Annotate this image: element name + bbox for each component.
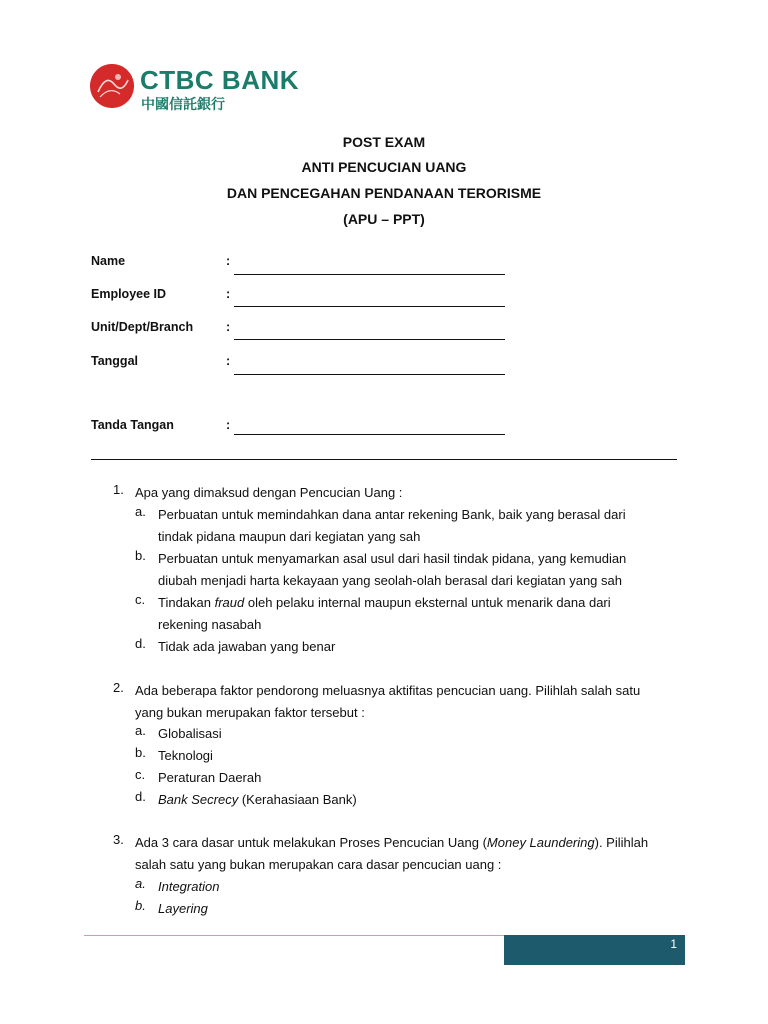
q3-number: 3. (113, 832, 124, 847)
q1-option-a-line1: Perbuatan untuk memindahkan dana antar rekening Bank, baik yang berasal dari (158, 507, 626, 522)
q1-option-c-pre: Tindakan (158, 595, 215, 610)
title-line-4: (APU – PPT) (343, 211, 425, 227)
logo-emblem-icon (90, 64, 134, 108)
title-line-1: POST EXAM (342, 134, 426, 150)
q2-option-b-letter: b. (135, 745, 146, 760)
unit-colon: : (226, 320, 231, 334)
q2-option-a[interactable]: Globalisasi (158, 726, 222, 741)
employee-id-label: Employee ID (91, 287, 167, 301)
q1-option-c-fraud: fraud (214, 595, 245, 610)
q2-text-line1: Ada beberapa faktor pendorong meluasnya aktifitas pencucian uang. Pilihlah salah satu (135, 683, 641, 698)
q2-option-a-letter: a. (135, 723, 146, 738)
q1-option-b-line1: Perbuatan untuk menyamarkan asal usul dari hasil tindak pidana, yang kemudian (158, 551, 627, 566)
q2-option-c[interactable]: Peraturan Daerah (158, 770, 262, 785)
section-divider (91, 459, 677, 460)
unit-field-line[interactable] (234, 339, 505, 340)
employee-id-colon: : (226, 287, 231, 301)
q2-option-d-bank-secrecy: Bank Secrecy (158, 792, 239, 807)
page-number-box (504, 935, 685, 965)
q3-text (135, 832, 680, 876)
name-field-line[interactable] (234, 274, 505, 275)
q1-option-c-line2: rekening nasabah (158, 617, 262, 632)
q2-option-d-post: (Kerahasiaan Bank) (238, 792, 357, 807)
title-line-3: DAN PENCEGAHAN PENDANAAN TERORISME (226, 185, 542, 201)
q3-option-b-letter: b. (135, 898, 146, 913)
q3-option-a-letter: a. (135, 876, 146, 891)
q2-option-c-letter: c. (135, 767, 146, 782)
q2-text (135, 680, 680, 724)
q3-option-a[interactable]: Integration (158, 879, 220, 894)
q2-option-b[interactable]: Teknologi (158, 748, 213, 763)
signature-label: Tanda Tangan (91, 418, 174, 432)
q1-option-b-letter: b. (135, 548, 146, 563)
footer-line (84, 935, 504, 936)
date-colon: : (226, 354, 231, 368)
q1-text: Apa yang dimaksud dengan Pencucian Uang : (135, 485, 403, 500)
logo-cjk-name: 中國信託銀行 (141, 96, 225, 112)
q1-number: 1. (113, 482, 124, 497)
q3-text-post: ). Pilihlah (594, 835, 649, 850)
logo-bank-name: CTBC BANK (140, 65, 300, 95)
q1-option-c-post: oleh pelaku internal maupun eksternal untuk menarik dana dari (244, 595, 611, 610)
q2-number: 2. (113, 680, 124, 695)
q1-option-d-letter: d. (135, 636, 146, 651)
q1-option-c[interactable] (158, 592, 678, 636)
q1-option-b[interactable] (158, 548, 678, 592)
q1-option-a-letter: a. (135, 504, 146, 519)
q1-option-a-line2: tindak pidana maupun dari kegiatan yang sah (158, 529, 421, 544)
q3-text-line2: salah satu yang bukan merupakan cara dasar pencucian uang : (135, 857, 502, 872)
signature-colon: : (226, 418, 231, 432)
q1-option-d[interactable]: Tidak ada jawaban yang benar (158, 639, 336, 654)
q3-option-b[interactable]: Layering (158, 901, 208, 916)
date-field-line[interactable] (234, 374, 505, 375)
title-line-2: ANTI PENCUCIAN UANG (301, 159, 467, 175)
bank-logo (90, 64, 300, 112)
page-number: 1 (670, 937, 677, 951)
name-colon: : (226, 254, 231, 268)
q2-text-line2: yang bukan merupakan faktor tersebut : (135, 705, 365, 720)
q1-option-b-line2: diubah menjadi harta kekayaan yang seolah-olah berasal dari kegiatan yang sah (158, 573, 622, 588)
q1-option-a[interactable] (158, 504, 678, 548)
date-label: Tanggal (91, 354, 138, 368)
signature-field-line[interactable] (234, 434, 505, 435)
q2-option-d[interactable] (158, 789, 678, 811)
q2-option-d-letter: d. (135, 789, 146, 804)
q1-option-c-letter: c. (135, 592, 146, 607)
q3-text-money-laundering: Money Laundering (486, 835, 595, 850)
employee-id-field-line[interactable] (234, 306, 505, 307)
q3-text-pre: Ada 3 cara dasar untuk melakukan Proses Pencucian Uang ( (135, 835, 487, 850)
name-label: Name (91, 254, 126, 268)
unit-label: Unit/Dept/Branch (91, 320, 194, 334)
